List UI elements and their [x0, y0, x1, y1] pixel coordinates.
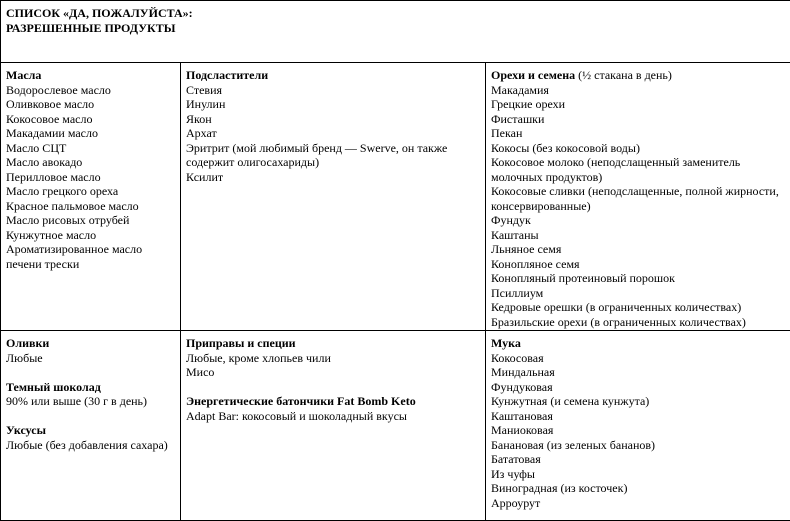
text-line	[186, 141, 479, 170]
list-heading-text: Приправы и специи	[186, 336, 296, 350]
text-line	[491, 228, 784, 243]
text-line	[491, 365, 784, 380]
list-item-text: Конопляный протеиновый порошок	[491, 271, 675, 285]
title-row	[1, 1, 790, 63]
text-line	[491, 155, 784, 184]
text-line	[6, 380, 174, 395]
list-item-text: Масло авокадо	[6, 155, 82, 169]
list-heading-text: Подсластители	[186, 68, 268, 82]
list-item-text: 90% или выше (30 г в день)	[6, 394, 147, 408]
cell-oils	[1, 63, 181, 331]
text-line	[491, 286, 784, 301]
text-line	[6, 170, 174, 185]
text-line	[491, 300, 784, 315]
text-line	[491, 83, 784, 98]
list-item-text: Любые, кроме хлопьев чили	[186, 351, 331, 365]
list-item-text: Кокосовое молоко (неподслащенный заменитель молочных продуктов)	[491, 155, 740, 184]
list-item-text: Конопляное семя	[491, 257, 580, 271]
list-item-text: Банановая (из зеленых бананов)	[491, 438, 655, 452]
list-item-text: Перилловое масло	[6, 170, 101, 184]
text-line	[491, 394, 784, 409]
text-line	[186, 409, 479, 424]
list-heading-text: Энергетические батончики Fat Bomb Keto	[186, 394, 416, 408]
list-item-text: Пекан	[491, 126, 522, 140]
text-line	[491, 213, 784, 228]
list-item-text: Маниоковая	[491, 423, 553, 437]
text-line	[6, 351, 174, 366]
text-line	[6, 184, 174, 199]
text-line	[491, 481, 784, 496]
list-item-text: Миндальная	[491, 365, 555, 379]
list-item-text: Бразильские орехи (в ограниченных количествах)	[491, 315, 746, 329]
list-item-text: Водорослевое масло	[6, 83, 111, 97]
list-heading-text: Мука	[491, 336, 521, 350]
text-line	[6, 423, 174, 438]
list-item-text: Макадамии масло	[6, 126, 98, 140]
text-line	[491, 452, 784, 467]
list-item-text: Кокосовое масло	[6, 112, 92, 126]
text-line	[6, 409, 174, 424]
list-item-text: Ароматизированное масло печени трески	[6, 242, 142, 271]
list-item-text: Стевия	[186, 83, 222, 97]
list-item-text: Грецкие орехи	[491, 97, 565, 111]
cell-nuts-seeds	[486, 63, 790, 331]
text-line	[491, 467, 784, 482]
text-line	[6, 336, 174, 351]
text-line	[186, 126, 479, 141]
list-item-text: Масло СЦТ	[6, 141, 66, 155]
text-line	[186, 336, 479, 351]
list-heading-text: Уксусы	[6, 423, 46, 437]
text-line	[186, 351, 479, 366]
list-item-text: Кунжутное масло	[6, 228, 96, 242]
text-line	[491, 97, 784, 112]
text-line	[491, 315, 784, 330]
list-item-text: Бататовая	[491, 452, 541, 466]
list-heading-text: Масла	[6, 68, 41, 82]
page-title-line-2: РАЗРЕШЕННЫЕ ПРОДУКТЫ	[6, 21, 784, 36]
text-line	[491, 496, 784, 511]
list-item-text: Кедровые орешки (в ограниченных количествах)	[491, 300, 741, 314]
list-item-text: Любые (без добавления сахара)	[6, 438, 168, 452]
list-item-text: Любые	[6, 351, 43, 365]
text-line	[6, 365, 174, 380]
list-item-text: Красное пальмовое масло	[6, 199, 139, 213]
text-line	[186, 68, 479, 83]
list-item-text: Фундуковая	[491, 380, 553, 394]
text-line	[491, 409, 784, 424]
list-item-text: Архат	[186, 126, 217, 140]
list-item-text: Льняное семя	[491, 242, 561, 256]
list-item-text: Масло рисовых отрубей	[6, 213, 129, 227]
text-line	[6, 438, 174, 453]
list-item-text: Фундук	[491, 213, 531, 227]
list-item-text: Из чуфы	[491, 467, 535, 481]
text-line	[6, 112, 174, 127]
list-item-text: Эритрит (мой любимый бренд — Swerve, он также содержит олигосахариды)	[186, 141, 447, 170]
list-item-text: Кокосовые сливки (неподслащенные, полной жирности, консервированные)	[491, 184, 779, 213]
list-item-text: Арроурут	[491, 496, 540, 510]
cell-sweeteners	[181, 63, 486, 331]
list-item-text: Якон	[186, 112, 212, 126]
list-item-text: Кокосовая	[491, 351, 544, 365]
table-row	[1, 63, 790, 331]
text-line	[186, 365, 479, 380]
text-line	[491, 257, 784, 272]
list-heading-text: Орехи и семена	[491, 68, 575, 82]
text-line	[491, 141, 784, 156]
list-item-text: Виноградная (из косточек)	[491, 481, 627, 495]
list-item-text: Каштаны	[491, 228, 539, 242]
text-line	[6, 394, 174, 409]
text-line	[6, 242, 174, 271]
list-heading-text: Оливки	[6, 336, 49, 350]
list-item-text: Оливковое масло	[6, 97, 94, 111]
text-line	[6, 126, 174, 141]
list-heading-text: Темный шоколад	[6, 380, 101, 394]
text-line	[6, 68, 174, 83]
text-line	[186, 394, 479, 409]
cell-olives-chocolate-vinegars	[1, 331, 181, 521]
text-line	[6, 199, 174, 214]
text-line	[186, 112, 479, 127]
text-line	[186, 380, 479, 395]
list-item-text: Кокосы (без кокосовой воды)	[491, 141, 640, 155]
cell-spices-bars	[181, 331, 486, 521]
title-cell	[1, 1, 790, 63]
list-item-text: (½ стакана в день)	[575, 68, 672, 82]
text-line	[186, 97, 479, 112]
text-line	[491, 68, 784, 83]
text-line	[491, 336, 784, 351]
text-line	[491, 112, 784, 127]
text-line	[491, 271, 784, 286]
text-line	[186, 170, 479, 185]
text-line	[491, 380, 784, 395]
text-line	[491, 126, 784, 141]
list-item-text: Инулин	[186, 97, 225, 111]
text-line	[6, 155, 174, 170]
page-title-line-1: СПИСОК «ДА, ПОЖАЛУЙСТА»:	[6, 6, 784, 21]
text-line	[6, 97, 174, 112]
text-line	[186, 83, 479, 98]
text-line	[491, 438, 784, 453]
text-line	[6, 228, 174, 243]
list-item-text: Мисо	[186, 365, 214, 379]
list-item-text: Макадамия	[491, 83, 549, 97]
list-item-text: Масло грецкого ореха	[6, 184, 118, 198]
list-item-text: Псиллиум	[491, 286, 543, 300]
text-line	[491, 242, 784, 257]
text-line	[6, 213, 174, 228]
list-item-text: Фисташки	[491, 112, 544, 126]
list-item-text: Adapt Bar: кокосовый и шоколадный вкусы	[186, 409, 407, 423]
text-line	[491, 423, 784, 438]
cell-flours	[486, 331, 790, 521]
text-line	[491, 351, 784, 366]
list-item-text: Кунжутная (и семена кунжута)	[491, 394, 649, 408]
table-row	[1, 331, 790, 521]
text-line	[6, 141, 174, 156]
list-item-text: Каштановая	[491, 409, 553, 423]
text-line	[491, 184, 784, 213]
text-line	[6, 83, 174, 98]
list-item-text: Ксилит	[186, 170, 223, 184]
